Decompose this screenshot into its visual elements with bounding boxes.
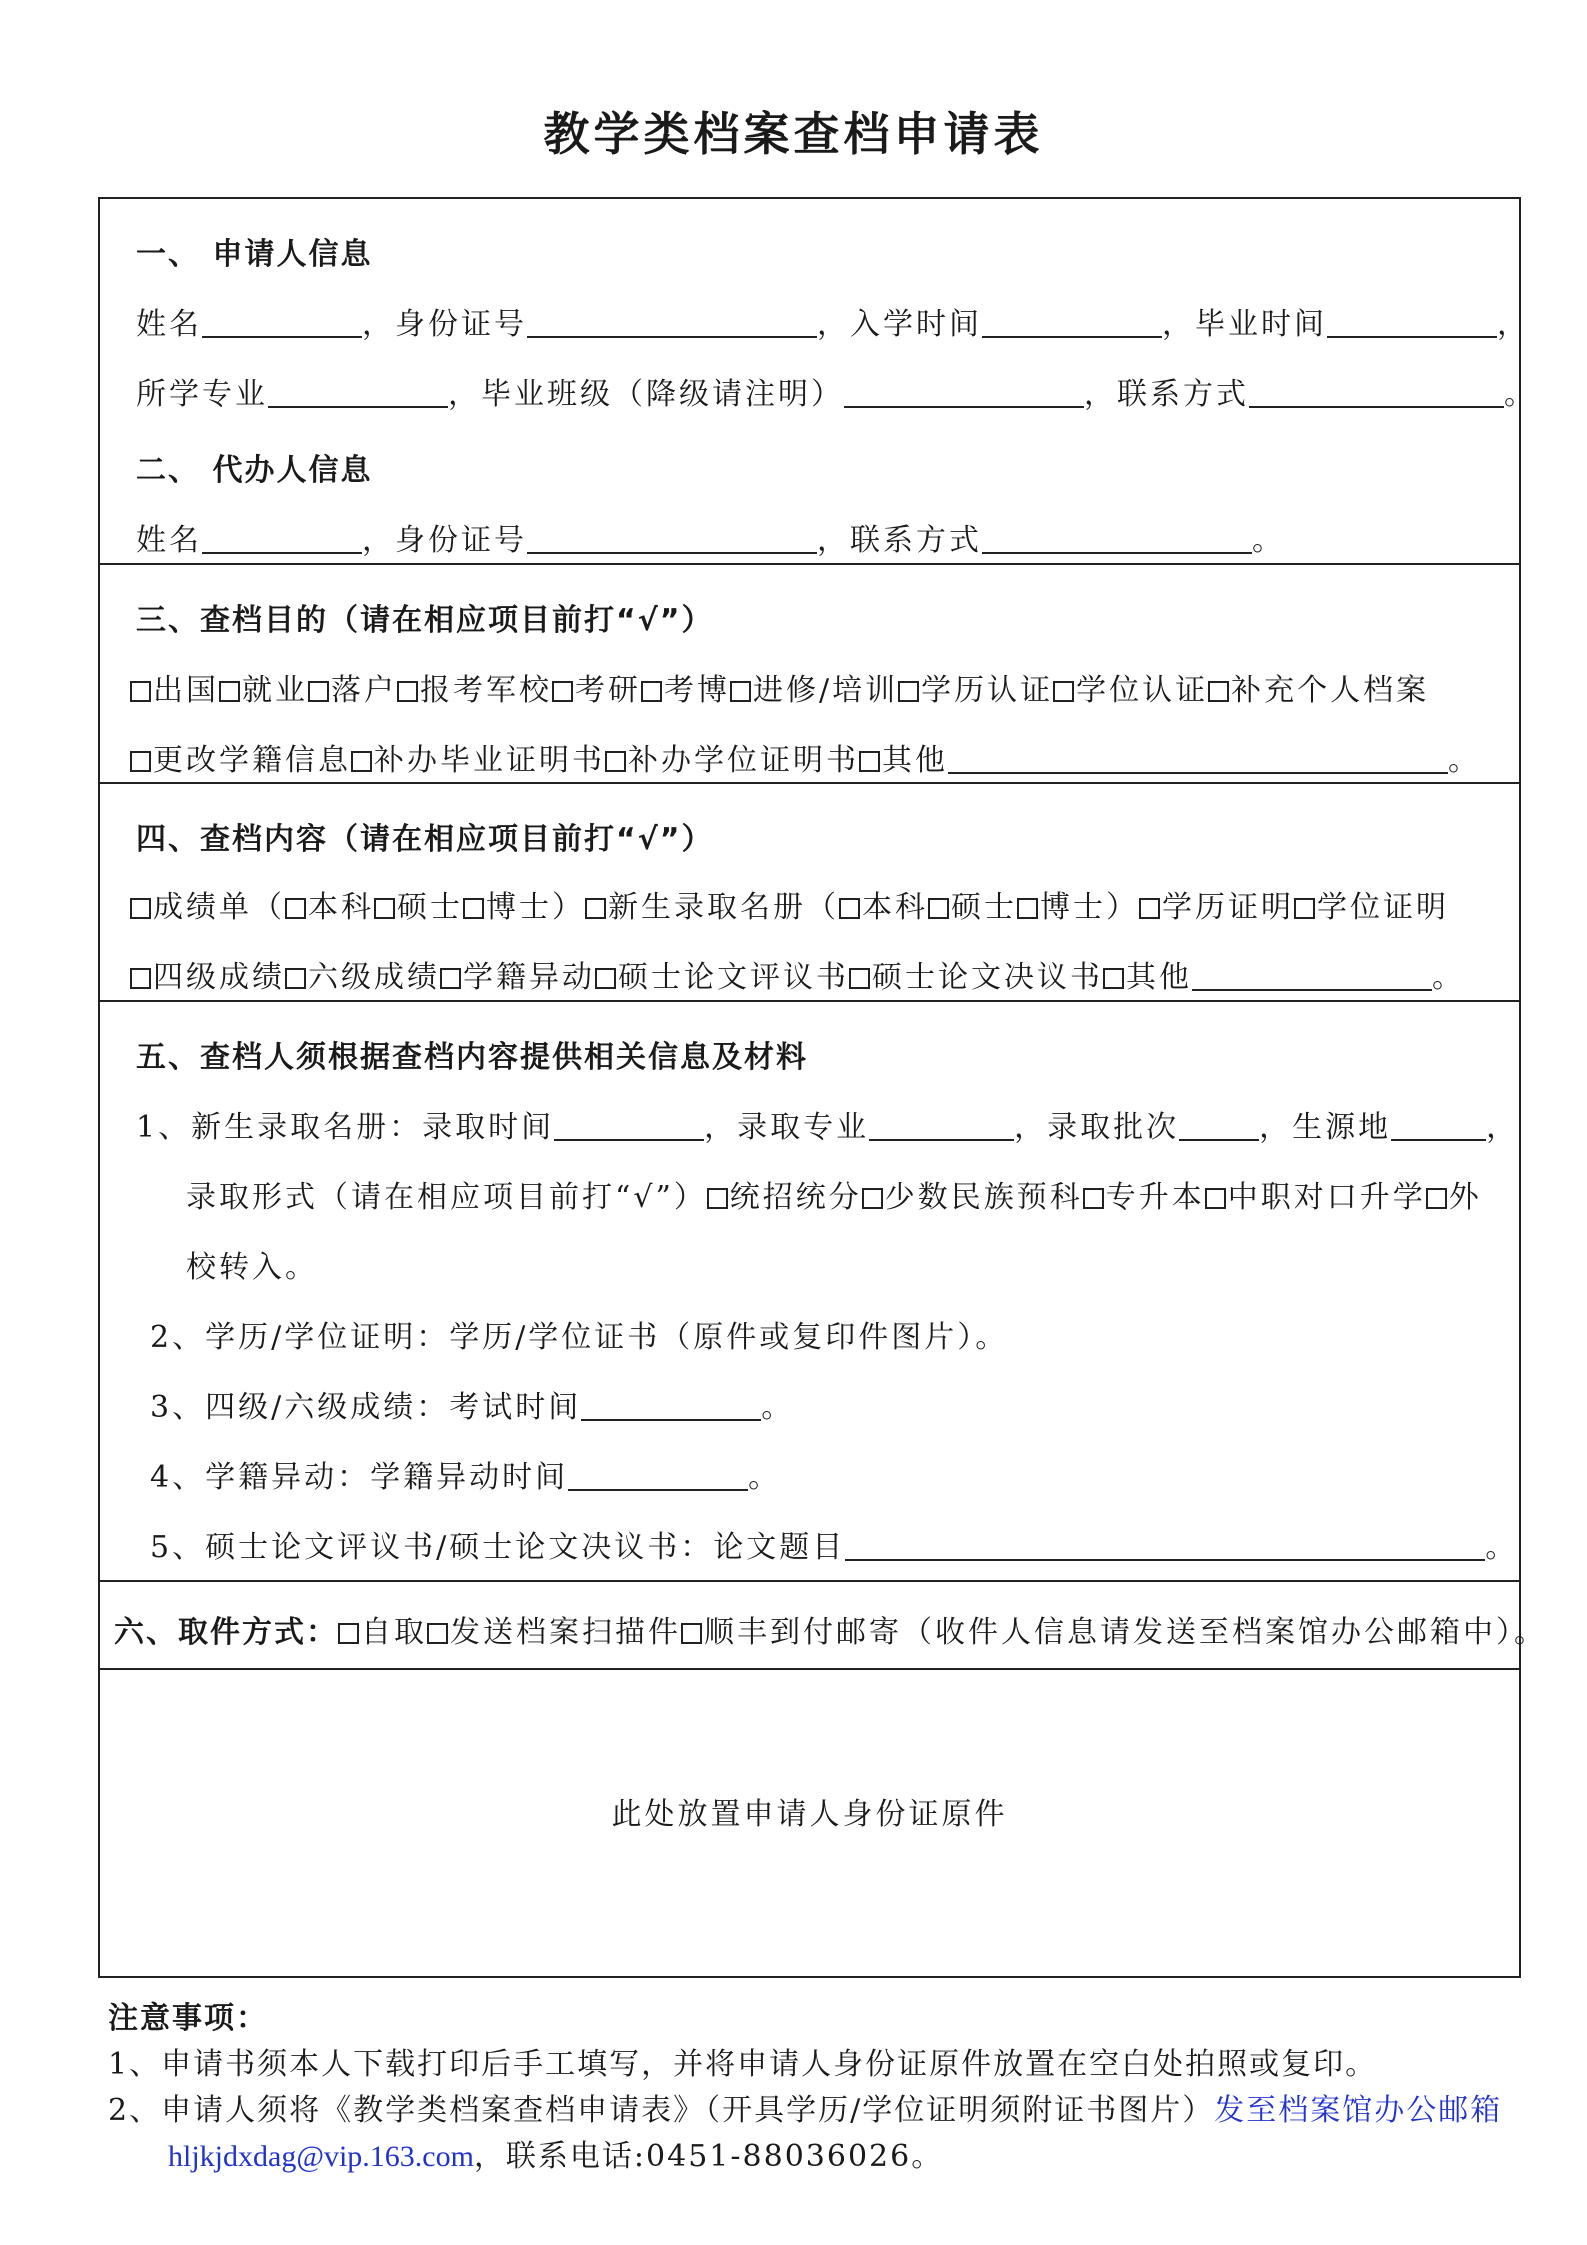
form-title: 教学类档案查档申请表 bbox=[543, 107, 1044, 161]
punct: 。 bbox=[1432, 960, 1465, 995]
option-label: 自取 bbox=[361, 1615, 427, 1650]
checkbox[interactable] bbox=[130, 751, 151, 772]
checkbox[interactable] bbox=[859, 751, 880, 772]
note-1: 1、申请书须本人下载打印后手工填写，并将申请人身份证原件放置在空白处拍照或复印。 bbox=[108, 2047, 1378, 2082]
option-label: 进修/培训 bbox=[753, 673, 899, 708]
checkbox[interactable] bbox=[130, 968, 151, 989]
change-time-blank[interactable] bbox=[568, 1463, 748, 1491]
materials-item-1-tail: 校转入。 bbox=[186, 1250, 318, 1285]
checkbox[interactable] bbox=[285, 898, 306, 919]
item-label: 4、学籍异动：学籍异动时间 bbox=[150, 1460, 569, 1495]
materials-item-1 bbox=[136, 1102, 1519, 1146]
option-label: 新生录取名册（ bbox=[608, 890, 839, 925]
checkbox[interactable] bbox=[1139, 898, 1160, 919]
option-label: 补充个人档案 bbox=[1231, 673, 1430, 708]
option-label: 统招统分 bbox=[729, 1180, 862, 1215]
checkbox[interactable] bbox=[397, 681, 418, 702]
option-label: 就业 bbox=[242, 673, 308, 708]
pickup-note: （收件人信息请发送至档案馆办公邮箱中）。 bbox=[902, 1615, 1547, 1650]
section-pickup bbox=[100, 1582, 1547, 1670]
checkbox[interactable] bbox=[1083, 1188, 1104, 1209]
section-applicant bbox=[100, 199, 1537, 565]
admit-major-blank[interactable] bbox=[869, 1113, 1014, 1141]
punct: 。 bbox=[1504, 377, 1537, 412]
section-header: 一、 申请人信息 bbox=[136, 237, 373, 272]
option-label: 出国 bbox=[153, 673, 219, 708]
option-label: 六级成绩 bbox=[308, 960, 440, 995]
class-blank[interactable] bbox=[844, 380, 1084, 408]
checkbox[interactable] bbox=[707, 1188, 728, 1209]
option-label: 发送档案扫描件 bbox=[450, 1615, 681, 1650]
option-label: 本科 bbox=[862, 890, 928, 925]
grad-blank[interactable] bbox=[1327, 310, 1497, 338]
pickup-row bbox=[114, 1607, 1547, 1651]
label-enroll: ，入学时间 bbox=[817, 307, 982, 342]
checkbox[interactable] bbox=[849, 968, 870, 989]
option-label: 学籍异动 bbox=[463, 960, 595, 995]
checkbox[interactable] bbox=[681, 1623, 702, 1644]
agent-name-blank[interactable] bbox=[202, 526, 362, 554]
checkbox[interactable] bbox=[308, 681, 329, 702]
checkbox[interactable] bbox=[839, 898, 860, 919]
origin-blank[interactable] bbox=[1391, 1113, 1486, 1141]
section-header: 六、取件方式： bbox=[114, 1615, 338, 1650]
checkbox[interactable] bbox=[374, 898, 395, 919]
option-label: 更改学籍信息 bbox=[153, 743, 351, 778]
option-label: 学历认证 bbox=[921, 673, 1054, 708]
materials-item-3 bbox=[150, 1382, 794, 1426]
content-row-2 bbox=[130, 952, 1465, 996]
checkbox[interactable] bbox=[130, 898, 151, 919]
contact-blank[interactable] bbox=[1249, 380, 1504, 408]
checkbox[interactable] bbox=[862, 1188, 883, 1209]
option-label: 硕士 bbox=[951, 890, 1017, 925]
checkbox[interactable] bbox=[641, 681, 662, 702]
applicant-row-1 bbox=[136, 299, 1530, 343]
label-contact: ，联系方式 bbox=[1084, 377, 1249, 412]
option-label: 学位认证 bbox=[1076, 673, 1209, 708]
enroll-blank[interactable] bbox=[982, 310, 1162, 338]
checkbox[interactable] bbox=[1426, 1188, 1447, 1209]
option-label: 学位证明 bbox=[1317, 890, 1449, 925]
section-header: 二、 代办人信息 bbox=[136, 453, 373, 488]
checkbox[interactable] bbox=[1017, 898, 1038, 919]
item-label: 3、四级/六级成绩：考试时间 bbox=[150, 1390, 582, 1425]
option-label: 其他 bbox=[882, 743, 948, 778]
option-label: 考博 bbox=[664, 673, 730, 708]
admit-batch-blank[interactable] bbox=[1179, 1113, 1259, 1141]
label-class: ，毕业班级（降级请注明） bbox=[448, 377, 844, 412]
checkbox[interactable] bbox=[1205, 1188, 1226, 1209]
agent-id-blank[interactable] bbox=[527, 526, 817, 554]
section-header: 四、查档内容（请在相应项目前打“√”） bbox=[136, 822, 714, 857]
label-id: ，身份证号 bbox=[362, 523, 527, 558]
checkbox[interactable] bbox=[1053, 681, 1074, 702]
checkbox[interactable] bbox=[427, 1623, 448, 1644]
punct: ） bbox=[1106, 890, 1139, 925]
option-label: 中职对口升学 bbox=[1227, 1180, 1426, 1215]
label-name: 姓名 bbox=[136, 307, 202, 342]
punct: 。 bbox=[1252, 523, 1285, 558]
item-label: 录取形式（请在相应项目前打“√”） bbox=[186, 1180, 707, 1215]
notes bbox=[108, 1996, 1502, 2180]
other-blank[interactable] bbox=[948, 746, 1448, 774]
option-label: 硕士论文评议书 bbox=[618, 960, 849, 995]
checkbox[interactable] bbox=[585, 898, 606, 919]
thesis-title-blank[interactable] bbox=[845, 1533, 1485, 1561]
option-label: 硕士 bbox=[397, 890, 463, 925]
name-blank[interactable] bbox=[202, 310, 362, 338]
option-label: 少数民族预科 bbox=[884, 1180, 1083, 1215]
label-id: ，身份证号 bbox=[362, 307, 527, 342]
punct: 。 bbox=[761, 1390, 795, 1425]
item-label: 1、新生录取名册：录取时间 bbox=[136, 1110, 555, 1145]
content-row-1 bbox=[130, 882, 1449, 926]
option-label: 落户 bbox=[331, 673, 397, 708]
option-label: 补办学位证明书 bbox=[628, 743, 859, 778]
checkbox[interactable] bbox=[595, 968, 616, 989]
checkbox[interactable] bbox=[730, 681, 751, 702]
punct: 。 bbox=[748, 1460, 782, 1495]
label-grad: ，毕业时间 bbox=[1162, 307, 1327, 342]
checkbox[interactable] bbox=[285, 968, 306, 989]
purpose-row-1 bbox=[130, 665, 1429, 709]
materials-item-5 bbox=[150, 1522, 1518, 1566]
option-label: 学历证明 bbox=[1162, 890, 1294, 925]
email-link[interactable]: hljkjdxdag@vip.163.com bbox=[168, 2140, 474, 2173]
note-2 bbox=[108, 2088, 1502, 2134]
materials-item-4 bbox=[150, 1452, 781, 1496]
option-label: 外 bbox=[1448, 1180, 1482, 1215]
materials-item-2: 2、学历/学位证明：学历/学位证书（原件或复印件图片）。 bbox=[150, 1320, 1009, 1355]
id-blank[interactable] bbox=[527, 310, 817, 338]
checkbox[interactable] bbox=[463, 898, 484, 919]
notes-title: 注意事项： bbox=[108, 2001, 268, 2036]
checkbox[interactable] bbox=[605, 751, 626, 772]
checkbox[interactable] bbox=[351, 751, 372, 772]
option-label: 成绩单（ bbox=[153, 890, 285, 925]
option-label: 顺丰到付邮寄 bbox=[704, 1615, 902, 1650]
id-card-placeholder: 此处放置申请人身份证原件 bbox=[611, 1797, 1008, 1832]
item-label: ，录取批次 bbox=[1014, 1110, 1180, 1145]
checkbox[interactable] bbox=[1294, 898, 1315, 919]
application-form bbox=[98, 197, 1547, 1978]
materials-item-1-forms bbox=[186, 1172, 1482, 1216]
item-label: ，录取专业 bbox=[704, 1110, 870, 1145]
note-link-text: 发至档案馆办公邮箱 bbox=[1214, 2093, 1503, 2128]
admit-time-blank[interactable] bbox=[554, 1113, 704, 1141]
punct: 。 bbox=[1448, 743, 1481, 778]
option-label: 本科 bbox=[308, 890, 374, 925]
checkbox[interactable] bbox=[1208, 681, 1229, 702]
option-label: 其他 bbox=[1126, 960, 1192, 995]
checkbox[interactable] bbox=[219, 681, 240, 702]
item-label: ，生源地 bbox=[1259, 1110, 1392, 1145]
other-blank[interactable] bbox=[1192, 963, 1432, 991]
note-3 bbox=[108, 2134, 1502, 2180]
checkbox[interactable] bbox=[1103, 968, 1124, 989]
punct: ， bbox=[1497, 307, 1530, 342]
punct: 。 bbox=[1485, 1530, 1519, 1565]
option-label: 补办毕业证明书 bbox=[374, 743, 605, 778]
checkbox[interactable] bbox=[440, 968, 461, 989]
option-label: 报考军校 bbox=[420, 673, 552, 708]
applicant-row-2 bbox=[136, 369, 1537, 413]
label-contact: ，联系方式 bbox=[817, 523, 982, 558]
section-content bbox=[100, 784, 1519, 1002]
major-blank[interactable] bbox=[268, 380, 448, 408]
note-text: 2、申请人须将《教学类档案查档申请表》（开具学历/学位证明须附证书图片） bbox=[108, 2093, 1215, 2128]
section-header: 三、查档目的（请在相应项目前打“√”） bbox=[136, 603, 714, 638]
checkbox[interactable] bbox=[898, 681, 919, 702]
purpose-row-2 bbox=[130, 735, 1481, 779]
option-label: 专升本 bbox=[1105, 1180, 1205, 1215]
checkbox[interactable] bbox=[552, 681, 573, 702]
label-name: 姓名 bbox=[136, 523, 202, 558]
option-label: 硕士论文决议书 bbox=[872, 960, 1103, 995]
checkbox[interactable] bbox=[130, 681, 151, 702]
note-text: ，联系电话:0451-88036026。 bbox=[473, 2139, 944, 2174]
item-label: 5、硕士论文评议书/硕士论文决议书：论文题目 bbox=[150, 1530, 846, 1565]
punct: ） bbox=[552, 890, 585, 925]
punct: ， bbox=[1486, 1110, 1520, 1145]
label-major: 所学专业 bbox=[136, 377, 268, 412]
option-label: 四级成绩 bbox=[153, 960, 285, 995]
agent-row bbox=[136, 515, 1285, 559]
section-materials bbox=[100, 1002, 1519, 1582]
checkbox[interactable] bbox=[338, 1623, 359, 1644]
option-label: 博士 bbox=[486, 890, 552, 925]
agent-contact-blank[interactable] bbox=[982, 526, 1252, 554]
checkbox[interactable] bbox=[928, 898, 949, 919]
exam-time-blank[interactable] bbox=[581, 1393, 761, 1421]
option-label: 博士 bbox=[1040, 890, 1106, 925]
section-header: 五、查档人须根据查档内容提供相关信息及材料 bbox=[136, 1040, 808, 1075]
section-purpose bbox=[100, 565, 1519, 784]
option-label: 考研 bbox=[575, 673, 641, 708]
